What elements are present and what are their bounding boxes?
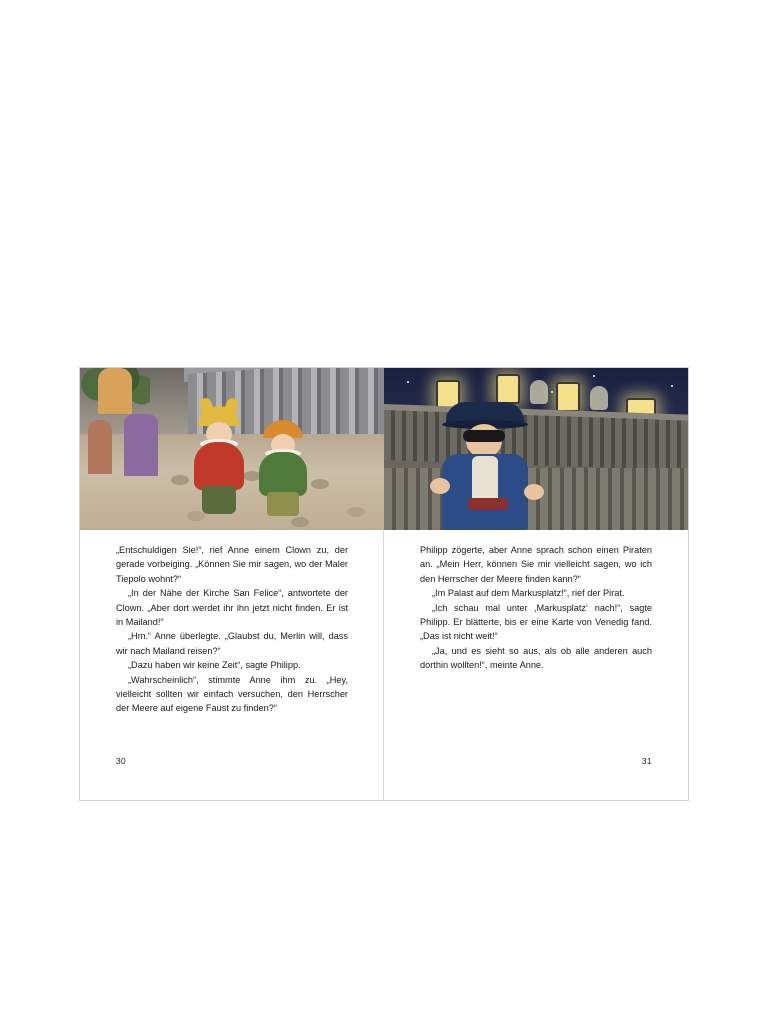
paragraph: „Ich schau mal unter ‚Markusplatz‘ nach!“, sagte Philipp. Er blätterte, bis er eine Karte von Venedig fand. „Das ist nicht weit!“ bbox=[420, 602, 652, 642]
pirate-hand bbox=[524, 484, 544, 500]
paragraph: Philipp zögerte, aber Anne sprach schon einen Piraten an. „Mein Herr, können Sie mir vielleicht sagen, wo ich den Herrscher der Meere finden kann?“ bbox=[420, 545, 652, 584]
page-number-left: 30 bbox=[116, 756, 127, 766]
illustration-clown-green bbox=[258, 420, 308, 516]
illustration-bystander-figure bbox=[124, 414, 158, 476]
pirate-hand bbox=[430, 478, 450, 494]
paragraph: „Entschuldigen Sie!“, rief Anne einem Clown zu, der gerade vorbeiging. „Können Sie mir sagen, wo der Maler Tiepolo wohnt?“ bbox=[116, 545, 348, 584]
paragraph: „Ja, und es sieht so aus, als ob alle anderen auch dorthin wollten!“, meinte Anne. bbox=[420, 645, 652, 671]
paragraph: „In der Nähe der Kirche San Felice“, antwortete der Clown. „Aber dort werdet ihr ihn jetzt nicht finden. Er ist in Mailand!“ bbox=[116, 588, 348, 628]
paragraph: „Wahrscheinlich“, stimmte Anne ihm zu. „Hey, vielleicht sollten wir einfach versuchen, den Herrscher der Meere auf eigene Faust zu finden?“ bbox=[116, 674, 348, 714]
paragraph: „Hm.“ Anne überlegte. „Glaubst du, Merlin will, dass wir nach Mailand reisen?“ bbox=[116, 631, 348, 656]
illustration-lantern bbox=[556, 382, 580, 412]
illustration-clown-red bbox=[192, 406, 246, 514]
left-page-illustration bbox=[80, 368, 384, 530]
illustration-bystander-figure bbox=[98, 368, 132, 414]
illustration-pirate bbox=[442, 402, 528, 530]
illustration-bystander-figure bbox=[88, 420, 112, 474]
pirate-sash bbox=[468, 498, 508, 510]
right-page bbox=[384, 368, 688, 800]
left-page bbox=[80, 368, 384, 800]
clown-body bbox=[194, 442, 244, 490]
book-spread bbox=[80, 368, 688, 800]
clown-body bbox=[259, 452, 307, 496]
clown-legs bbox=[202, 486, 236, 514]
pirate-mask bbox=[463, 430, 505, 442]
page-number-right: 31 bbox=[641, 756, 652, 766]
illustration-urn bbox=[530, 380, 548, 404]
left-page-text bbox=[116, 543, 348, 716]
illustration-lantern bbox=[496, 374, 520, 404]
paragraph: „Im Palast auf dem Markusplatz!“, rief der Pirat. bbox=[432, 588, 625, 599]
right-page-illustration bbox=[384, 368, 688, 530]
illustration-urn bbox=[590, 386, 608, 410]
clown-legs bbox=[267, 492, 299, 516]
right-page-text bbox=[420, 543, 652, 673]
paragraph: „Dazu haben wir keine Zeit“, sagte Philipp. bbox=[128, 660, 301, 671]
